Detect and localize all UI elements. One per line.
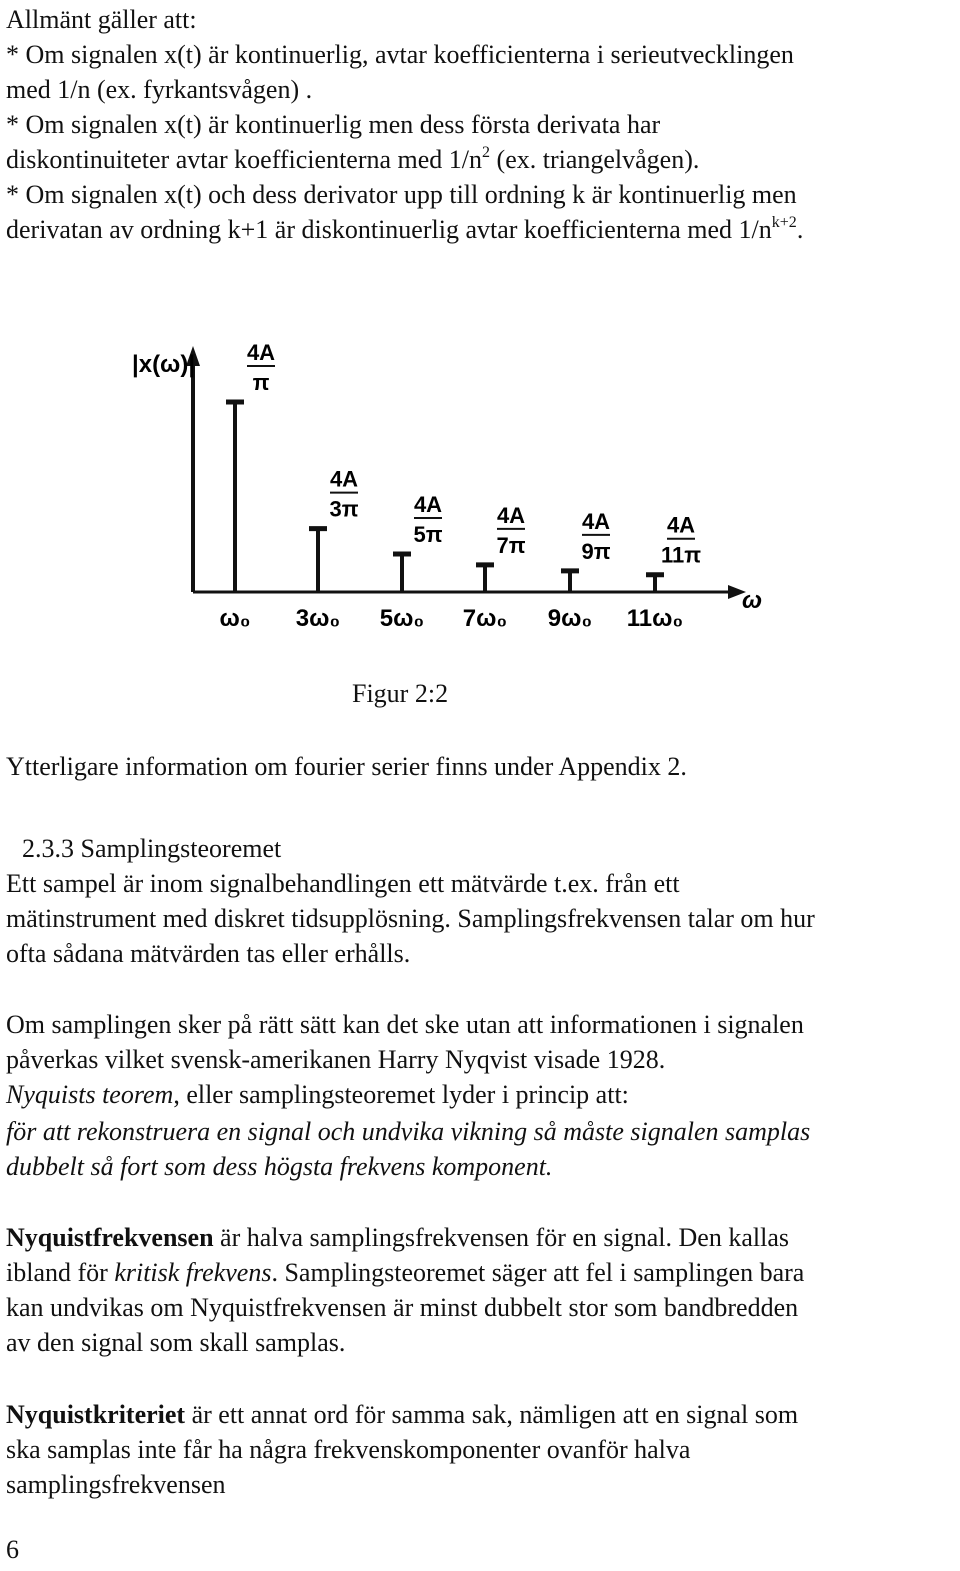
p1-line-1: Ett sampel är inom signalbehandlingen ett mätvärde t.ex. från ett	[6, 869, 680, 898]
p4-line-1-rest: är ett annat ord för samma sak, nämligen att en signal som	[185, 1400, 799, 1429]
intro-line-4: * Om signalen x(t) är kontinuerlig men dess första derivata har	[6, 110, 661, 139]
p4-line-3: samplingsfrekvensen	[6, 1470, 226, 1499]
nyquistfrekvensen-term: Nyquistfrekvensen	[6, 1223, 214, 1252]
intro-line-2: * Om signalen x(t) är kontinuerlig, avtar koefficienterna i serieutvecklingen	[6, 40, 794, 69]
amplitude-denominator: 7π	[496, 532, 526, 558]
x-tick-label: ω₀	[219, 605, 251, 632]
x-tick-label: 5ω₀	[379, 605, 425, 632]
amplitude-denominator: 9π	[581, 538, 611, 564]
p3-line-2-rest: . Samplingsteoremet säger att fel i samplingen bara	[271, 1258, 805, 1287]
appendix-note: Ytterligare information om fourier serier finns under Appendix 2.	[6, 752, 687, 781]
exponent: k+2	[771, 214, 797, 231]
x-tick-label: 7ω₀	[462, 605, 508, 632]
nyquists-teorem-term: Nyquists teorem	[6, 1080, 174, 1109]
amplitude-denominator: 5π	[413, 522, 443, 547]
intro-line-5	[6, 142, 699, 181]
p2-line-4: för att rekonstruera en signal och undvika vikning så måste signalen samplas	[6, 1117, 811, 1146]
intro-line-7	[6, 212, 803, 251]
spectrum-figure	[0, 330, 960, 650]
intro-line-1: Allmänt gäller att:	[6, 5, 197, 34]
p4-line-2: ska samplas inte får ha några frekvenskomponenter ovanför halva	[6, 1435, 691, 1464]
p4-line-1	[6, 1397, 798, 1432]
intro-line-7-text: derivatan av ordning k+1 är diskontinuerlig avtar koefficienterna med 1/n	[6, 215, 772, 244]
p3-line-2	[6, 1255, 804, 1290]
amplitude-numerator: 4A	[666, 512, 696, 538]
intro-line-5-tail: (ex. triangelvågen).	[490, 145, 700, 174]
x-tick-label: 9ω₀	[547, 605, 593, 632]
p2-line-2: påverkas vilket svensk-amerikanen Harry Nyqvist visade 1928.	[6, 1045, 666, 1074]
intro-line-3: med 1/n (ex. fyrkantsvågen) .	[6, 75, 313, 104]
x-tick-label: 3ω₀	[295, 605, 341, 632]
x-tick-label: 11ω₀	[626, 605, 684, 632]
amplitude-numerator: 4A	[496, 502, 526, 528]
kritisk-frekvens-term: kritisk frekvens	[114, 1258, 272, 1287]
p1-line-2: mätinstrument med diskret tidsupplösning. Samplingsfrekvensen talar om hur	[6, 904, 815, 933]
intro-line-6: * Om signalen x(t) och dess derivator upp till ordning k är kontinuerlig men	[6, 180, 797, 209]
y-axis-label: |x(ω)|	[132, 351, 196, 378]
p3-line-2-start: ibland för	[6, 1258, 115, 1287]
amplitude-numerator: 4A	[246, 340, 276, 365]
amplitude-denominator: 3π	[329, 496, 359, 522]
amplitude-denominator: 11π	[660, 542, 702, 568]
figure-caption: Figur 2:2	[352, 679, 449, 708]
amplitude-numerator: 4A	[413, 492, 443, 517]
x-axis-label: ω	[742, 587, 763, 614]
p2-line-3-rest: , eller samplingsteoremet lyder i princip att:	[173, 1080, 629, 1109]
p3-line-1-rest: är halva samplingsfrekvensen för en signal. Den kallas	[213, 1223, 789, 1252]
p2-line-1: Om samplingen sker på rätt sätt kan det ske utan att informationen i signalen	[6, 1010, 804, 1039]
p3-line-4: av den signal som skall samplas.	[6, 1328, 346, 1357]
p3-line-1	[6, 1220, 789, 1255]
p1-line-3: ofta sådana mätvärden tas eller erhålls.	[6, 939, 411, 968]
amplitude-denominator: π	[252, 370, 270, 395]
nyquistkriteriet-term: Nyquistkriteriet	[6, 1400, 186, 1429]
page-number: 6	[6, 1535, 19, 1564]
section-heading: 2.3.3 Samplingsteoremet	[22, 834, 282, 863]
amplitude-numerator: 4A	[329, 466, 359, 492]
intro-line-7-tail: .	[796, 215, 804, 244]
p2-line-3	[6, 1077, 629, 1112]
intro-line-5-text: diskontinuiteter avtar koefficienterna med 1/n	[6, 145, 483, 174]
p3-line-3: kan undvikas om Nyquistfrekvensen är minst dubbelt stor som bandbredden	[6, 1293, 799, 1322]
p2-line-5: dubbelt så fort som dess högsta frekvens komponent.	[6, 1152, 553, 1181]
exponent: 2	[482, 144, 491, 161]
amplitude-numerator: 4A	[581, 508, 611, 534]
